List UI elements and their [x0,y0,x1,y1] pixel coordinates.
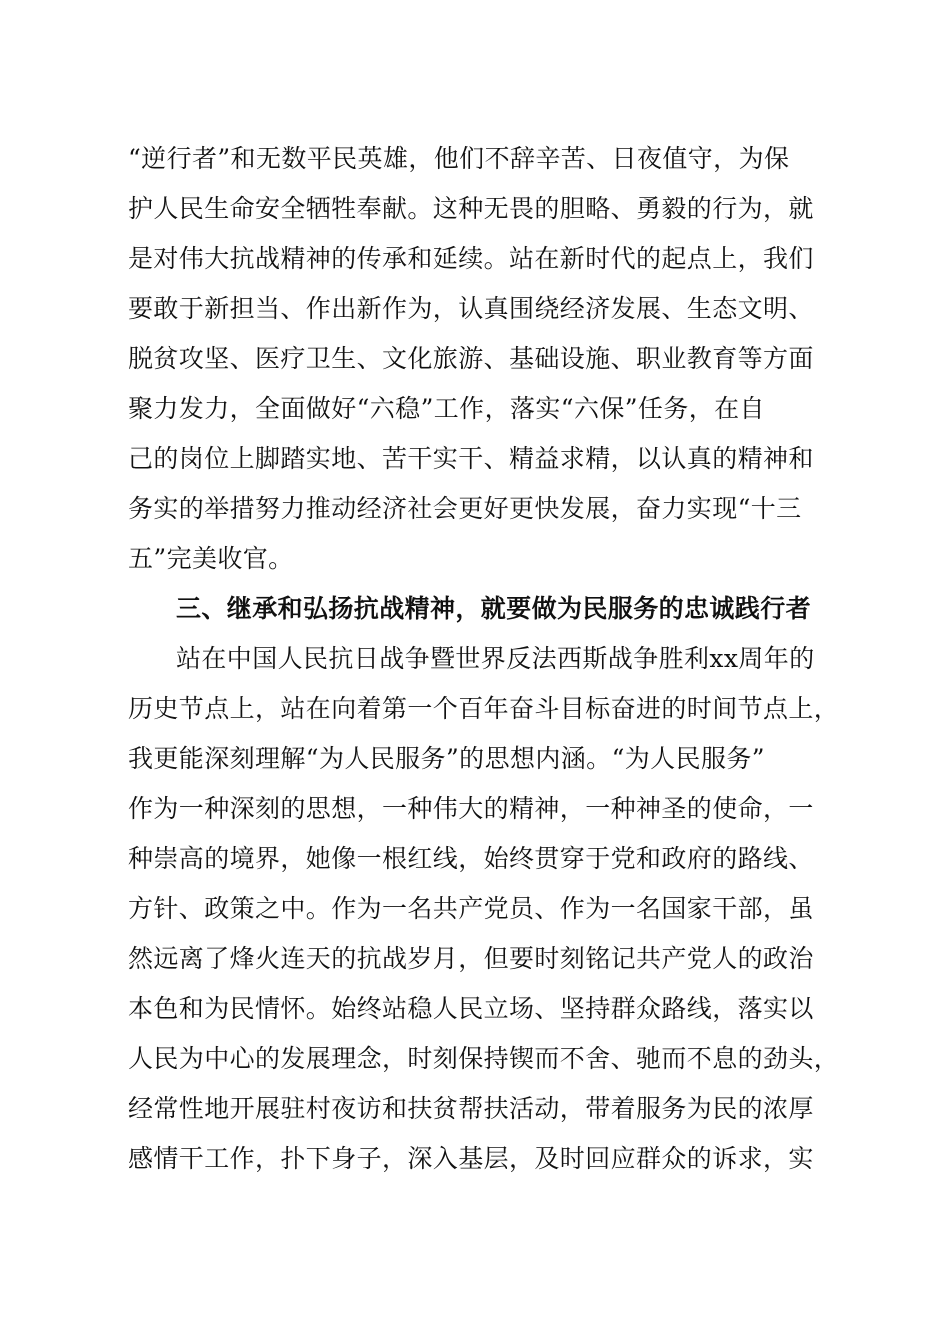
paragraph-1-line-3: 是对伟大抗战精神的传承和延续。站在新时代的起点上，我们 [128,244,814,273]
paragraph-2-line-6: 方针、政策之中。作为一名共产党员、作为一名国家干部，虽 [128,894,814,923]
paragraph-1-line-2: 护人民生命安全牺牲奉献。这种无畏的胆略、勇毅的行为，就 [128,194,814,223]
paragraph-1-line-5: 脱贫攻坚、医疗卫生、文化旅游、基础设施、职业教育等方面 [128,344,814,373]
paragraph-2-line-10: 经常性地开展驻村夜访和扶贫帮扶活动，带着服务为民的浓厚 [128,1094,814,1123]
paragraph-1-line-9: 五”完美收官。 [128,544,294,573]
paragraph-2-line-11: 感情干工作，扑下身子，深入基层，及时回应群众的诉求，实 [128,1144,814,1173]
paragraph-1-line-8: 务实的举措努力推动经济社会更好更快发展，奋力实现“十三 [128,494,802,523]
section-heading: 三、继承和弘扬抗战精神，就要做为民服务的忠诚践行者 [176,594,812,623]
paragraph-2-line-7: 然远离了烽火连天的抗战岁月，但要时刻铭记共产党人的政治 [128,944,814,973]
paragraph-1-line-6: 聚力发力，全面做好“六稳”工作，落实“六保”任务，在自 [128,394,765,423]
paragraph-2-line-9: 人民为中心的发展理念，时刻保持锲而不舍、驰而不息的劲头， [128,1044,840,1073]
paragraph-2-line-8: 本色和为民情怀。始终站稳人民立场、坚持群众路线，落实以 [128,994,814,1023]
paragraph-2-line-1: 站在中国人民抗日战争暨世界反法西斯战争胜利xx周年的 [176,644,815,673]
paragraph-1-line-7: 己的岗位上脚踏实地、苦干实干、精益求精，以认真的精神和 [128,444,814,473]
paragraph-1-line-1: “逆行者”和无数平民英雄，他们不辞辛苦、日夜值守，为保 [128,144,790,173]
paragraph-2-line-2: 历史节点上，站在向着第一个百年奋斗目标奋进的时间节点上， [128,694,840,723]
paragraph-2-line-5: 种崇高的境界，她像一根红线，始终贯穿于党和政府的路线、 [128,844,814,873]
paragraph-2-line-4: 作为一种深刻的思想，一种伟大的精神，一种神圣的使命，一 [128,794,814,823]
paragraph-2-line-3: 我更能深刻理解“为人民服务”的思想内涵。“为人民服务” [128,744,765,773]
paragraph-1-line-4: 要敢于新担当、作出新作为，认真围绕经济发展、生态文明、 [128,294,814,323]
